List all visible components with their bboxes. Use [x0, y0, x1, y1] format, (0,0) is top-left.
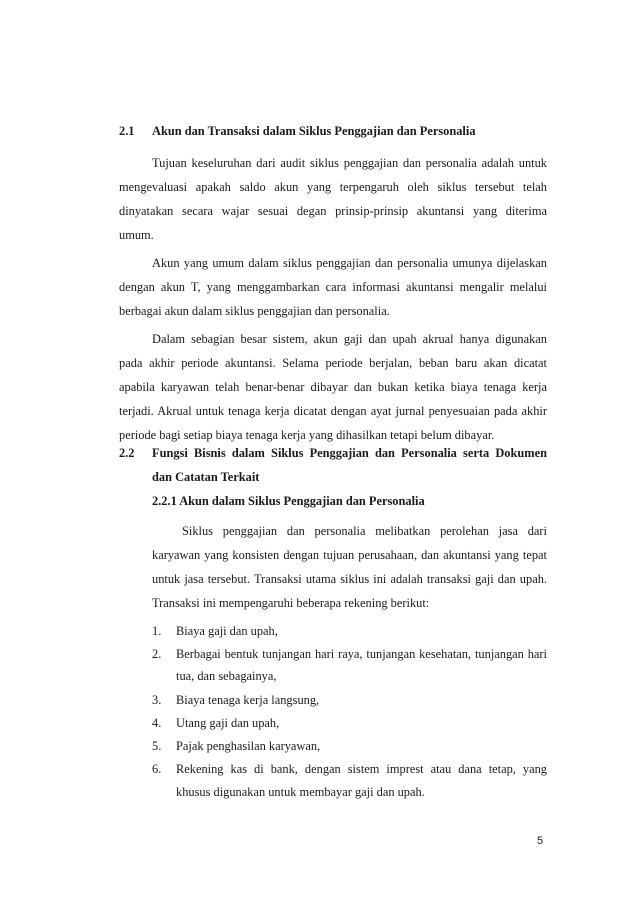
paragraph-line: untuk jasa tersebut. Transaksi utama siklus ini adalah transaksi gaji dan upah. [152, 572, 547, 586]
paragraph-line: karyawan yang konsisten dengan tujuan perusahaan, dan akuntansi yang tepat [152, 548, 547, 562]
list-number: 3. [152, 693, 162, 707]
paragraph-line: dinyatakan secara wajar sesuai degan prinsip-prinsip akuntansi yang diterima [119, 204, 547, 218]
list-item-text: Biaya gaji dan upah, [176, 624, 278, 638]
paragraph-line: periode bagi setiap biaya tenaga kerja yang dihasilkan tetapi belum dibayar. [119, 428, 495, 442]
list-number: 5. [152, 739, 162, 753]
section-title: Fungsi Bisnis dalam Siklus Penggajian dan Personalia serta Dokumen [152, 446, 547, 460]
list-number: 2. [152, 647, 162, 661]
list-number: 1. [152, 624, 162, 638]
section-number: 2.1 [119, 124, 135, 138]
paragraph-line: berbagai akun dalam siklus penggajian dan personalia. [119, 304, 390, 318]
paragraph-line: apabila karyawan telah benar-benar dibayar dan bukan ketika biaya tenaga kerja [119, 380, 547, 394]
list-item-text: khusus digunakan untuk membayar gaji dan upah. [176, 785, 425, 799]
paragraph-line: Transaksi ini mempengaruhi beberapa rekening berikut: [152, 596, 430, 610]
paragraph-line: umum. [119, 228, 154, 242]
list-item-text: Biaya tenaga kerja langsung, [176, 693, 320, 707]
paragraph-line: dengan akun T, yang menggambarkan cara informasi akuntansi mengalir melalui [119, 280, 547, 294]
list-item-text: Utang gaji dan upah, [176, 716, 280, 730]
page-number: 5 [537, 835, 544, 847]
paragraph-line: Akun yang umum dalam siklus penggajian dan personalia umunya dijelaskan [152, 256, 547, 270]
paragraph-line: Dalam sebagian besar sistem, akun gaji dan upah akrual hanya digunakan [152, 332, 547, 346]
section-title: Akun dan Transaksi dalam Siklus Penggajian dan Personalia [152, 124, 476, 138]
paragraph-line: Siklus penggajian dan personalia melibatkan perolehan jasa dari [182, 524, 547, 538]
paragraph-line: Tujuan keseluruhan dari audit siklus penggajian dan personalia adalah untuk [152, 156, 547, 170]
paragraph-line: terjadi. Akrual untuk tenaga kerja dicatat dengan ayat jurnal penyesuaian pada akhir [119, 404, 547, 418]
list-item-text: Rekening kas di bank, dengan sistem imprest atau dana tetap, yang [176, 762, 547, 776]
list-item-text: Berbagai bentuk tunjangan hari raya, tunjangan kesehatan, tunjangan hari [176, 647, 547, 661]
list-item-text: tua, dan sebagainya, [176, 669, 277, 683]
list-number: 6. [152, 762, 162, 776]
subsection-title: 2.2.1 Akun dalam Siklus Penggajian dan Personalia [152, 494, 425, 508]
section-title-continued: dan Catatan Terkait [152, 470, 260, 484]
paragraph-line: mengevaluasi apakah saldo akun yang terpengaruh oleh siklus tersebut telah [119, 180, 547, 194]
list-number: 4. [152, 716, 162, 730]
list-item-text: Pajak penghasilan karyawan, [176, 739, 321, 753]
section-number: 2.2 [119, 446, 135, 460]
paragraph-line: pada akhir periode akuntansi. Selama periode berjalan, beban baru akan dicatat [119, 356, 547, 370]
